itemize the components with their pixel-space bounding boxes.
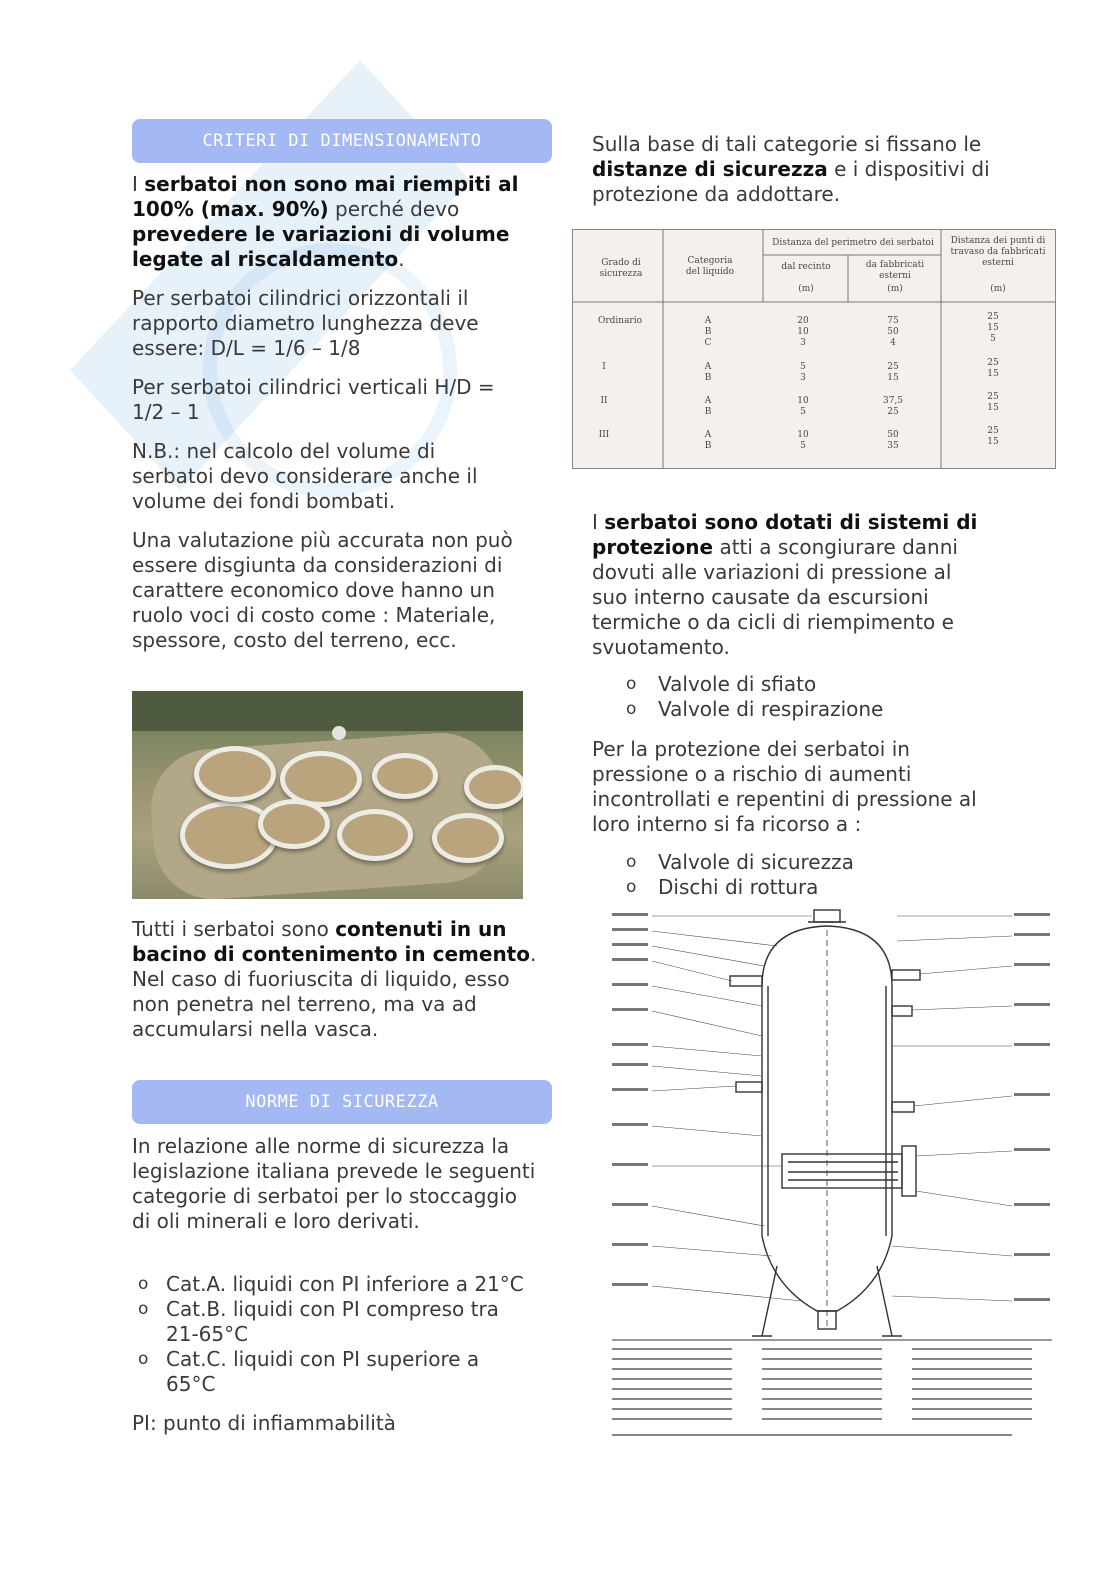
paragraph-legislazione: In relazione alle norme di sicurezza la legislazione italiana prevede le seguenti categorie di serbatoi per lo stoccaggio di oli minerali e loro derivati. xyxy=(132,1134,536,1233)
valves-list-2 xyxy=(592,850,1012,900)
paragraph-pressione: Per la protezione dei serbatoi in pressione o a rischio di aumenti incontrollati e repentini di pressione al loro interno si fa ricorso a : xyxy=(592,737,977,836)
cell: 75 xyxy=(887,316,899,326)
category-list xyxy=(132,1272,532,1397)
section-title-text: NORME DI SICUREZZA xyxy=(245,1092,439,1112)
cell: 5 xyxy=(800,407,806,417)
header-unit: (m) xyxy=(798,284,814,294)
list-item: o Cat.B. liquidi con PI compreso tra 21-65°C xyxy=(132,1297,532,1347)
row-grado: I xyxy=(602,362,606,372)
cell: 5 xyxy=(990,334,996,344)
section-title-sicurezza xyxy=(132,1080,552,1124)
paragraph-riempimento: I serbatoi non sono mai riempiti al 100% (max. 90%) perché devo prevedere le variazioni di volume legate al riscaldamento. xyxy=(132,172,519,271)
section-title-dimensionamento xyxy=(132,119,552,163)
cell: 25 xyxy=(987,426,999,436)
header-categoria: Categoria del liquido xyxy=(685,256,735,277)
header-unit: (m) xyxy=(887,284,903,294)
cell: 3 xyxy=(800,338,806,348)
cell: B xyxy=(704,407,712,417)
paragraph-bacino: Tutti i serbatoi sono contenuti in un bacino di contenimento in cemento. Nel caso di fuoriuscita di liquido, esso non penetra nel terreno, ma va ad accumularsi nella vasca. xyxy=(132,917,537,1041)
cell: 5 xyxy=(800,362,806,372)
paragraph-nb: N.B.: nel calcolo del volume di serbatoi devo considerare anche il volume dei fondi bombati. xyxy=(132,439,478,513)
row-grado: III xyxy=(598,430,610,440)
cell: 10 xyxy=(797,396,809,406)
list-item: o Cat.A. liquidi con PI inferiore a 21°C xyxy=(132,1272,532,1297)
cell: 25 xyxy=(987,392,999,402)
cell: 25 xyxy=(987,312,999,322)
cell: A xyxy=(704,430,712,440)
cell: 4 xyxy=(890,338,896,348)
paragraph-orizzontali: Per serbatoi cilindrici orizzontali il rapporto diametro lunghezza deve essere: D/L = 1/6 – 1/8 xyxy=(132,286,479,360)
header-unit: (m) xyxy=(990,284,1006,294)
cell: 5 xyxy=(800,441,806,451)
list-item: o Dischi di rottura xyxy=(592,875,1012,900)
row-grado: II xyxy=(600,396,608,406)
cell: 25 xyxy=(987,358,999,368)
cell: 15 xyxy=(987,369,999,379)
cell: 3 xyxy=(800,373,806,383)
cell: 50 xyxy=(887,327,899,337)
paragraph-valutazione: Una valutazione più accurata non può essere disgiunta da considerazioni di carattere economico dove hanno un ruolo voci di costo come : Materiale, spessore, costo del terreno, ecc. xyxy=(132,528,513,652)
cell: 10 xyxy=(797,430,809,440)
cell: 15 xyxy=(987,403,999,413)
paragraph-protezione: I serbatoi sono dotati di sistemi di protezione atti a scongiurare danni dovuti alle variazioni di pressione al suo interno causate da escursioni termiche o da cicli di riempimento e svuotamento. xyxy=(592,510,978,659)
header-grado: Grado di sicurezza xyxy=(599,258,643,279)
pressure-vessel-drawing xyxy=(612,906,1052,1446)
safety-distance-table xyxy=(572,229,1056,469)
cell: C xyxy=(704,338,712,348)
list-item: o Valvole di sicurezza xyxy=(592,850,1012,875)
tank-farm-photo xyxy=(132,691,523,899)
header-travaso: Distanza dei punti di travaso da fabbricati esterni xyxy=(950,236,1046,268)
cell: 35 xyxy=(887,441,899,451)
cell: 50 xyxy=(887,430,899,440)
list-item: o Cat.C. liquidi con PI superiore a 65°C xyxy=(132,1347,532,1397)
cell: 37,5 xyxy=(882,396,904,406)
cell: B xyxy=(704,441,712,451)
paragraph-pi: PI: punto di infiammabilità xyxy=(132,1411,396,1435)
list-item: o Valvole di sfiato xyxy=(592,672,1012,697)
cell: 25 xyxy=(887,407,899,417)
paragraph-verticali: Per serbatoi cilindrici verticali H/D = 1/2 – 1 xyxy=(132,375,495,424)
cell: 20 xyxy=(797,316,809,326)
cell: 15 xyxy=(887,373,899,383)
valves-list-1 xyxy=(592,672,1012,722)
section-title-text: CRITERI DI DIMENSIONAMENTO xyxy=(202,131,482,151)
cell: B xyxy=(704,327,712,337)
cell: B xyxy=(704,373,712,383)
header-fabbricati: da fabbricati esterni xyxy=(865,260,925,281)
list-item: o Valvole di respirazione xyxy=(592,697,1012,722)
cell: A xyxy=(704,316,712,326)
cell: 15 xyxy=(987,437,999,447)
header-recinto: dal recinto xyxy=(781,262,831,272)
paragraph-distanze: Sulla base di tali categorie si fissano le distanze di sicurezza e i dispositivi di protezione da addottare. xyxy=(592,132,990,206)
cell: 15 xyxy=(987,323,999,333)
header-distanza: Distanza del perimetro dei serbatoi xyxy=(772,238,934,248)
cell: A xyxy=(704,396,712,406)
cell: 10 xyxy=(797,327,809,337)
cell: A xyxy=(704,362,712,372)
cell: 25 xyxy=(887,362,899,372)
row-grado: Ordinario xyxy=(597,316,643,326)
